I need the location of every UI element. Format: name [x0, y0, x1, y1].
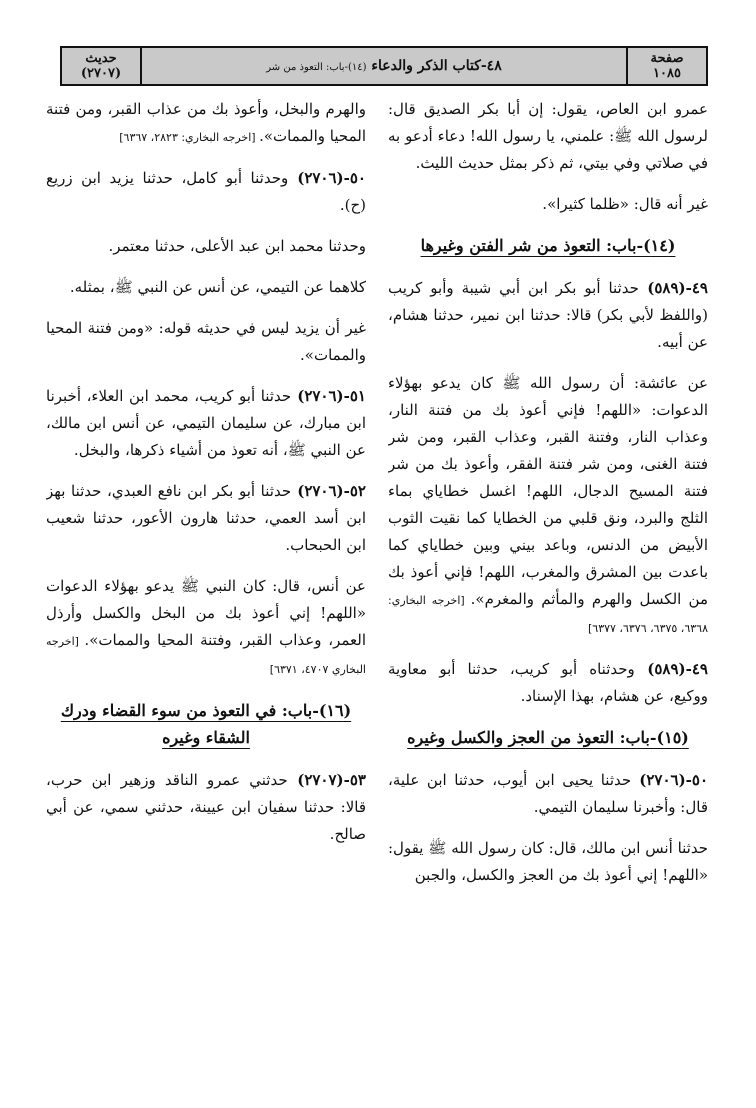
hadith-text: عمرو ابن العاص، يقول: إن أبا بكر الصديق قال: لرسول الله ﷺ: علمني، يا رسول الله! دعاء أدعو به في صلاتي وفي بيتي، ثم ذكر بمثل حديث الليث. [388, 100, 708, 172]
hadith-text: غير أنه قال: «ظلما كثيرا». [542, 195, 708, 213]
hadith-text: حدثنا أنس ابن مالك، قال: كان رسول الله ﷺ يقول: «اللهم! إني أعوذ بك من العجز والكسل، والجبن [388, 839, 708, 884]
chapter-heading: (١٤)-باب: التعوذ من شر الفتن وغيرها [420, 236, 676, 255]
right-column [388, 96, 708, 1096]
page-number: ١٠٨٥ [653, 66, 681, 81]
page-number-box [626, 48, 706, 84]
hadith-number: (٢٧٠٧) [80, 66, 122, 81]
hadith-number: ٥٢-(٢٧٠٦) [291, 482, 366, 500]
chapter-heading: (١٦)-باب: في التعوذ من سوء القضاء ودرك الشقاء وغيره [60, 701, 352, 747]
hadith-number: ٤٩-(٥٨٩) [634, 660, 708, 678]
hadith-paragraph [46, 165, 366, 219]
hadith-paragraph [46, 96, 366, 151]
hadith-number: ٥٠-(٢٧٠٦) [631, 771, 708, 789]
hadith-paragraph [46, 573, 366, 683]
hadith-text: عن أنس، قال: كان النبي ﷺ يدعو بهؤلاء الدعوات «اللهم! إني أعوذ بك من البخل والكسل وأرذل العمر، وعذاب القبر، وفتنة المحيا والممات». [46, 577, 366, 649]
hadith-text: وحدثنا أبو كامل، حدثنا يزيد ابن زريع (ح). [46, 169, 366, 214]
book-title: ٤٨-كتاب الذكر والدعاء [371, 58, 502, 74]
hadith-paragraph [388, 370, 708, 642]
hadith-number: ٥٠-(٢٧٠٦) [288, 169, 366, 187]
hadith-text: وحدثنا محمد ابن عبد الأعلى، حدثنا معتمر. [108, 237, 366, 255]
hadith-text: حدثنا أبو كريب، محمد ابن العلاء، أخبرنا ابن مبارك، عن سليمان التيمي، عن أنس ابن مالك، عن النبي ﷺ، أنه تعوذ من أشياء ذكرها، والبخل. [46, 387, 366, 459]
hadith-number: ٥١-(٢٧٠٦) [291, 387, 366, 405]
hadith-paragraph [388, 96, 708, 177]
hadith-text: وحدثناه أبو كريب، حدثنا أبو معاوية ووكيع، عن هشام، بهذا الإسناد. [388, 660, 708, 705]
hadith-paragraph [46, 767, 366, 848]
hadith-paragraph [388, 275, 708, 356]
hadith-paragraph [46, 315, 366, 369]
hadith-text: كلاهما عن التيمي، عن أنس عن النبي ﷺ، بمثله. [69, 278, 366, 296]
hadith-number: ٥٣-(٢٧٠٧) [287, 771, 366, 789]
hadith-text: حدثنا أبو بكر ابن أبي شيبة وأبو كريب (واللفظ لأبي بكر) قالا: حدثنا ابن نمير، حدثنا هشام، عن أبيه. [388, 279, 708, 351]
bukhari-reference: [اخرجه البخاري: ٦٣٦٨، ٦٣٧٥، ٦٣٧٦، ٦٣٧٧] [388, 594, 708, 635]
hadith-paragraph [46, 478, 366, 559]
hadith-text: والهرم والبخل، وأعوذ بك من عذاب القبر، ومن فتنة المحيا والممات». [46, 100, 366, 145]
hadith-paragraph [388, 656, 708, 710]
hadith-number-box [62, 48, 142, 84]
left-column [46, 96, 366, 1096]
hadith-label: حديث [85, 51, 117, 66]
chapter-ref: (١٤)-باب: التعوذ من شر [266, 62, 367, 73]
hadith-text: حدثني عمرو الناقد وزهير ابن حرب، قالا: حدثنا سفيان ابن عيينة، حدثني سمي، عن أبي صالح. [46, 771, 366, 843]
hadith-number: ٤٩-(٥٨٩) [638, 279, 708, 297]
hadith-paragraph [46, 274, 366, 301]
hadith-paragraph [388, 835, 708, 889]
hadith-text: عن عائشة: أن رسول الله ﷺ كان يدعو بهؤلاء الدعوات: «اللهم! فإني أعوذ بك من فتنة النار، وعذاب النار، وفتنة القبر، وعذاب القبر، ومن شر فتنة الغنى، ومن شر فتنة الفقر، وأعوذ بك من شر فتنة المسيح الدجال، اللهم! اغسل خطاياي بماء الثلج والبرد، ونق قلبي من الخطايا كما نقيت الثوب الأبيض من الدنس، وباعد بيني وبين خطاياي كما باعدت بين المشرق والمغرب، اللهم! فإني أعوذ بك من الكسل والهرم والمأثم والمغرم». [388, 374, 708, 608]
hadith-paragraph [46, 233, 366, 260]
hadith-text: حدثنا أبو بكر ابن نافع العبدي، حدثنا بهز ابن أسد العمي، حدثنا هارون الأعور، حدثنا شعيب ابن الحبحاب. [46, 482, 366, 554]
hadith-paragraph [388, 767, 708, 821]
bukhari-reference: [اخرجه البخاري ٤٧٠٧، ٦٣٧١] [46, 635, 366, 676]
hadith-text: حدثنا يحيى ابن أيوب، حدثنا ابن علية، قال: وأخبرنا سليمان التيمي. [388, 771, 708, 816]
bukhari-reference: [اخرجه البخاري: ٢٨٢٣، ٦٣٦٧] [119, 131, 260, 144]
hadith-paragraph [46, 383, 366, 464]
hadith-paragraph [388, 191, 708, 218]
running-header [60, 46, 708, 86]
chapter-heading: (١٥)-باب: التعوذ من العجز والكسل وغيره [407, 728, 689, 747]
page-label: صفحة [650, 51, 684, 66]
hadith-text: غير أن يزيد ليس في حديثه قوله: «ومن فتنة المحيا والممات». [46, 319, 366, 364]
header-title [142, 58, 626, 74]
